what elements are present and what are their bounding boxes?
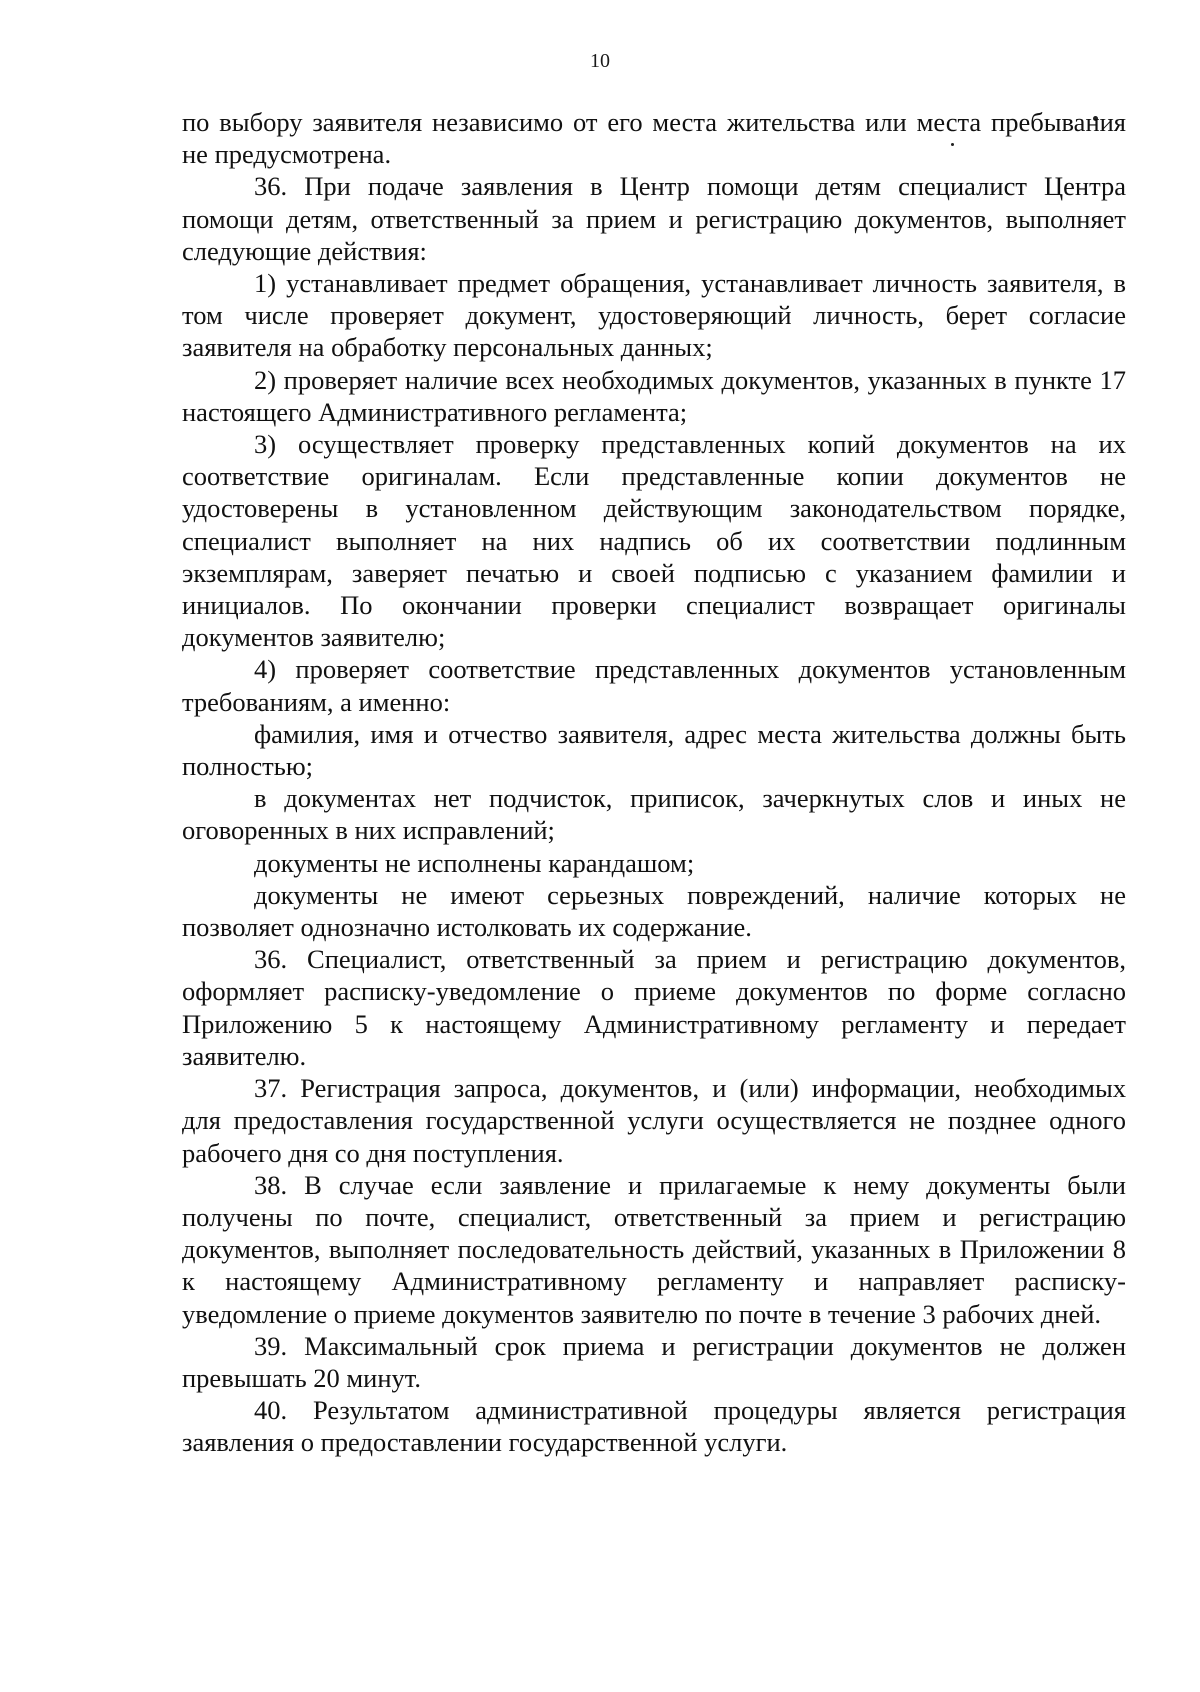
paragraph-item-36: 36. При подаче заявления в Центр помощи детям специалист Центра помощи детям, ответственный за прием и регистрацию документов, выполняет следующие действия: bbox=[182, 171, 1126, 266]
document-body bbox=[182, 106, 1126, 1459]
paragraph-item-37: 37. Регистрация запроса, документов, и (или) информации, необходимых для предоставления государственной услуги осуществляется не позднее одного рабочего дня со дня поступления. bbox=[182, 1073, 1126, 1168]
paragraph-item-36-receipt: 36. Специалист, ответственный за прием и регистрацию документов, оформляет расписку-уведомление о приеме документов по форме согласно Приложению 5 к настоящему Административному регламенту и передает заявителю. bbox=[182, 944, 1126, 1071]
paragraph-requirement-damage: документы не имеют серьезных повреждений, наличие которых не позволяет однозначно истолковать их содержание. bbox=[182, 879, 1126, 943]
paragraph-subitem-1: 1) устанавливает предмет обращения, устанавливает личность заявителя, в том числе проверяет документ, удостоверяющий личность, берет согласие заявителя на обработку персональных данных; bbox=[182, 268, 1126, 363]
paragraph-item-39: 39. Максимальный срок приема и регистрации документов не должен превышать 20 минут. bbox=[182, 1330, 1126, 1393]
paragraph-item-40: 40. Результатом административной процедуры является регистрация заявления о предоставлении государственной услуги. bbox=[182, 1395, 1126, 1458]
paragraph-requirement-name: фамилия, имя и отчество заявителя, адрес места жительства должны быть полностью; bbox=[182, 718, 1126, 782]
paragraph-continuation: по выбору заявителя независимо от его места жительства или места пребывания не предусмотрена. bbox=[182, 107, 1126, 170]
paragraph-requirement-corrections: в документах нет подчисток, приписок, зачеркнутых слов и иных не оговоренных в них исправлений; bbox=[182, 783, 1126, 846]
page-number: 10 bbox=[590, 50, 610, 72]
paragraph-requirement-pencil: документы не исполнены карандашом; bbox=[254, 847, 695, 878]
paragraph-item-38: 38. В случае если заявление и прилагаемые к нему документы были получены по почте, специалист, ответственный за прием и регистрацию документов, выполняет последовательность действий, указанных в Приложении 8 к настоящему Административному регламенту и направляет расписку-уведомление о приеме документов заявителю по почте в течение 3 рабочих дней. bbox=[182, 1169, 1126, 1329]
paragraph-subitem-2: 2) проверяет наличие всех необходимых документов, указанных в пункте 17 настоящего Административного регламента; bbox=[182, 364, 1126, 427]
paragraph-subitem-3: 3) осуществляет проверку представленных копий документов на их соответствие оригиналам. Если представленные копии документов не удостоверены в установленном действующим законодательством порядке, специалист выполняет на них надпись об их соответствии подлинным экземплярам, заверяет печатью и своей подписью с указанием фамилии и инициалов. По окончании проверки специалист возвращает оригиналы документов заявителю; bbox=[182, 429, 1126, 653]
paragraph-subitem-4: 4) проверяет соответствие представленных документов установленным требованиям, а именно: bbox=[182, 654, 1126, 717]
